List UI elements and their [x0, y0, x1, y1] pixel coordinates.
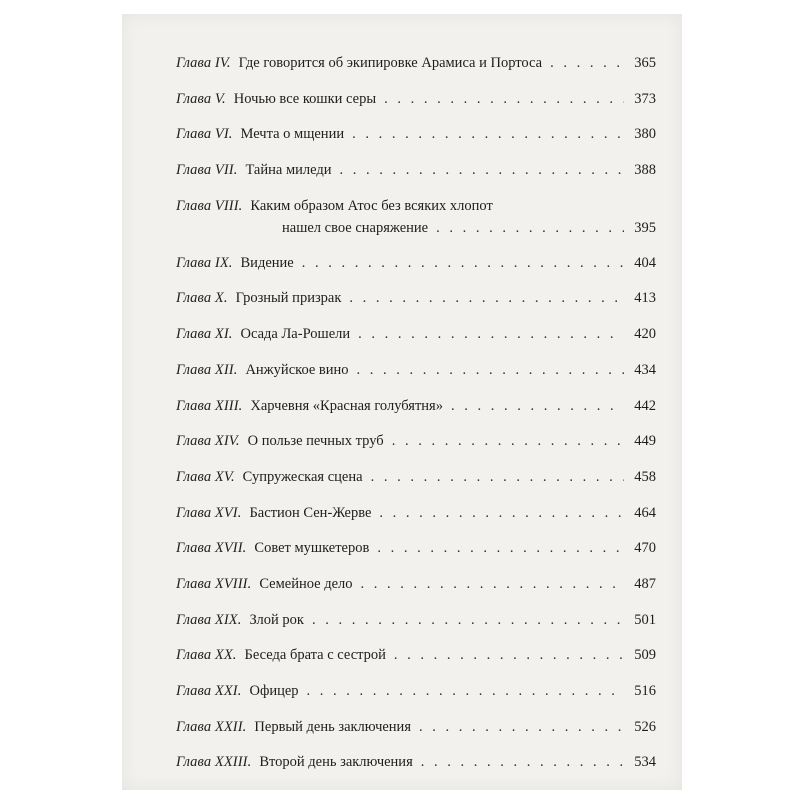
chapter-title: Харчевня «Красная голубятня»: [250, 397, 443, 414]
leader-dots: [302, 252, 624, 274]
page-number: 395: [634, 219, 656, 236]
page-number: 373: [634, 90, 656, 107]
chapter-title: Мечта о мщении: [240, 126, 345, 143]
toc-entry: [176, 88, 656, 124]
toc-entry: [176, 644, 656, 680]
chapter-title: Злой рок: [249, 611, 304, 628]
chapter-title: Первый день заключения: [254, 718, 411, 735]
toc-entry: [176, 287, 656, 323]
leader-dots: [352, 123, 624, 145]
chapter-number: Глава XVIII.: [176, 575, 252, 592]
page-number: 526: [634, 718, 656, 735]
table-of-contents: [176, 52, 656, 787]
toc-entry: [176, 323, 656, 359]
page-number: 501: [634, 611, 656, 628]
toc-entry: [176, 195, 656, 252]
chapter-title: О пользе печных труб: [247, 433, 384, 450]
page-number: 420: [634, 326, 656, 343]
leader-dots: [419, 716, 624, 738]
toc-entry: [176, 537, 656, 573]
toc-entry: [176, 573, 656, 609]
toc-entry: [176, 466, 656, 502]
leader-dots: [392, 430, 624, 452]
toc-entry: [176, 680, 656, 716]
page-number: 434: [634, 361, 656, 378]
chapter-number: Глава XV.: [176, 468, 235, 485]
leader-dots: [361, 573, 624, 595]
chapter-number: Глава XII.: [176, 361, 238, 378]
chapter-number: Глава XXII.: [176, 718, 247, 735]
chapter-number: Глава V.: [176, 90, 226, 107]
toc-entry: [176, 123, 656, 159]
chapter-title: Бастион Сен-Жерве: [249, 504, 372, 521]
chapter-number: Глава X.: [176, 290, 228, 307]
chapter-number: Глава XVI.: [176, 504, 242, 521]
leader-dots: [421, 751, 624, 773]
page-number: 487: [634, 575, 656, 592]
toc-entry: [176, 52, 656, 88]
chapter-title: Семейное дело: [259, 575, 353, 592]
chapter-title: Где говорится об экипировке Арамиса и Портоса: [238, 55, 543, 71]
page-number: 516: [634, 683, 656, 699]
chapter-number: Глава VI.: [176, 126, 233, 143]
chapter-number: Глава VIII.: [176, 197, 243, 214]
chapter-number: Глава XVII.: [176, 540, 247, 557]
toc-entry: [176, 159, 656, 195]
toc-entry: [176, 430, 656, 466]
chapter-title: Второй день заключения: [259, 754, 413, 771]
chapter-number: Глава XIII.: [176, 397, 243, 414]
leader-dots: [384, 88, 624, 110]
toc-entry: [176, 609, 656, 645]
page-number: 365: [634, 55, 656, 71]
chapter-title: Осада Ла-Рошели: [240, 326, 351, 343]
chapter-title: Грозный призрак: [235, 290, 342, 307]
leader-dots: [451, 395, 624, 417]
chapter-number: Глава XI.: [176, 326, 233, 343]
chapter-number: Глава XX.: [176, 647, 237, 664]
chapter-title: Совет мушкетеров: [254, 540, 370, 557]
leader-dots: [550, 52, 624, 74]
leader-dots: [357, 359, 624, 381]
page-number: 380: [634, 126, 656, 143]
chapter-number: Глава IX.: [176, 254, 233, 271]
leader-dots: [377, 537, 624, 559]
page-number: 458: [634, 468, 656, 485]
toc-entry: [176, 395, 656, 431]
chapter-title: Супружеская сцена: [242, 468, 363, 485]
chapter-number: Глава XIV.: [176, 433, 240, 450]
leader-dots: [371, 466, 624, 488]
toc-entry: [176, 252, 656, 288]
chapter-number: Глава XXIII.: [176, 754, 252, 771]
toc-entry: [176, 716, 656, 752]
page-number: 470: [634, 540, 656, 557]
leader-dots: [436, 217, 624, 239]
leader-dots: [307, 680, 624, 702]
page-number: 413: [634, 290, 656, 307]
leader-dots: [312, 609, 624, 631]
leader-dots: [358, 323, 624, 345]
page-number: 464: [634, 504, 656, 521]
leader-dots: [349, 287, 624, 309]
chapter-number: Глава IV.: [176, 55, 231, 71]
page-number: 404: [634, 254, 656, 271]
chapter-title: Офицер: [249, 683, 299, 699]
leader-dots: [340, 159, 624, 181]
leader-dots: [379, 502, 624, 524]
page-number: 449: [634, 433, 656, 450]
toc-entry: [176, 502, 656, 538]
chapter-title: Каким образом Атос без всяких хлопот: [250, 197, 493, 214]
page-number: 388: [634, 162, 656, 179]
chapter-title-continuation: нашел свое снаряжение: [282, 219, 429, 236]
chapter-title: Видение: [240, 254, 294, 271]
chapter-number: Глава VII.: [176, 162, 238, 179]
chapter-title: Тайна миледи: [245, 162, 332, 179]
page-number: 534: [634, 754, 656, 771]
toc-entry: [176, 359, 656, 395]
page-number: 442: [634, 397, 656, 414]
chapter-title: Беседа брата с сестрой: [244, 647, 386, 664]
chapter-title: Анжуйское вино: [245, 361, 349, 378]
chapter-number: Глава XXI.: [176, 683, 242, 699]
page-number: 509: [634, 647, 656, 664]
toc-entry: [176, 751, 656, 787]
chapter-number: Глава XIX.: [176, 611, 242, 628]
chapter-title: Ночью все кошки серы: [233, 90, 377, 107]
leader-dots: [394, 644, 624, 666]
